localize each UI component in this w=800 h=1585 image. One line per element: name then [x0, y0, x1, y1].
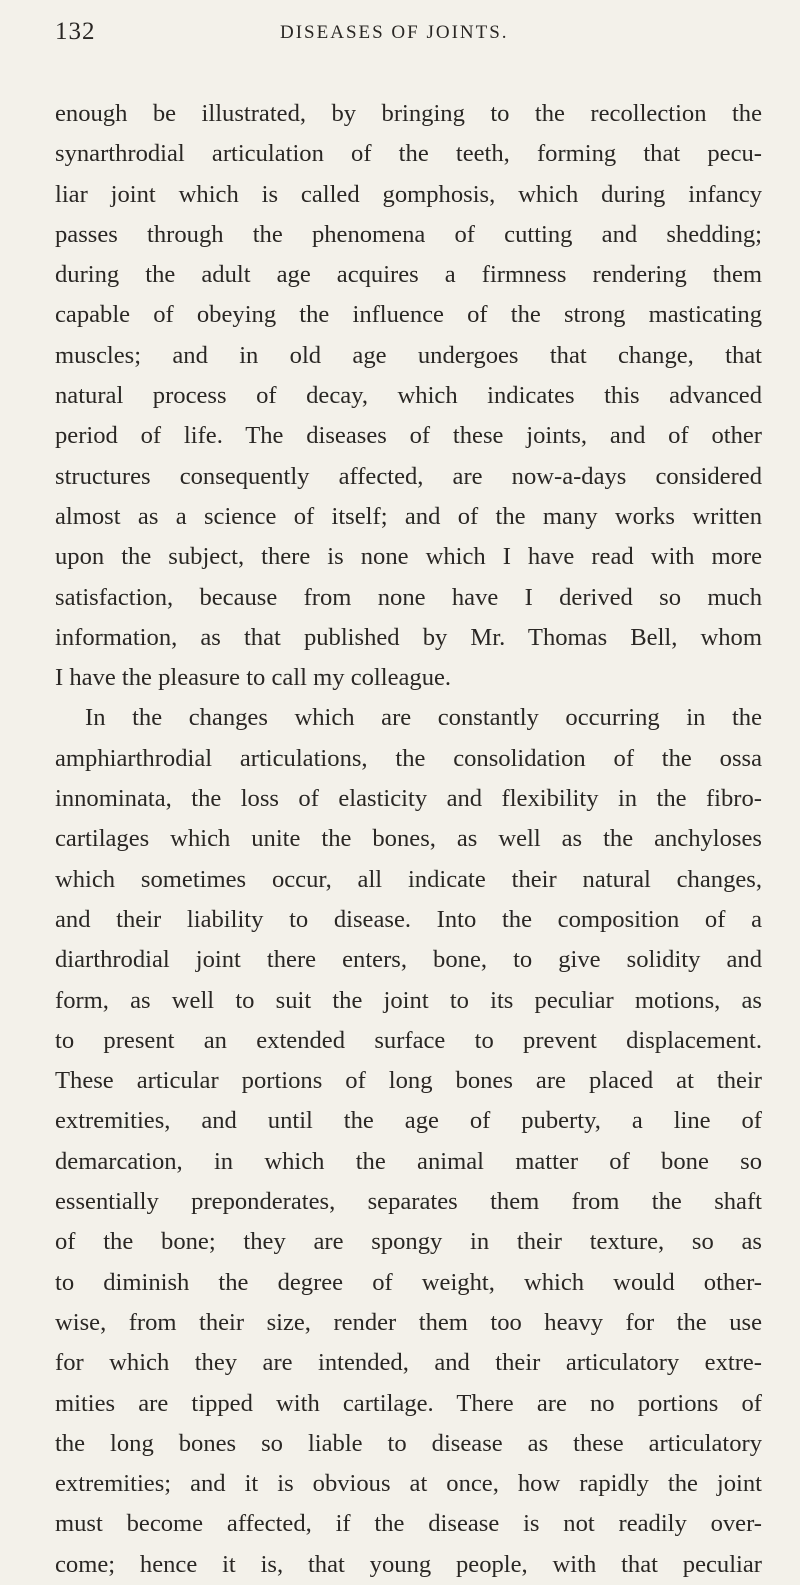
text-line: information, as that published by Mr. Thomas Bell, whom — [55, 623, 762, 651]
text-line: structures consequently affected, are now-a-days considered — [55, 462, 762, 490]
text-line: to diminish the degree of weight, which would other- — [55, 1268, 762, 1296]
text-line: during the adult age acquires a firmness rendering them — [55, 261, 762, 289]
text-line: almost as a science of itself; and of the many works written — [55, 502, 762, 530]
text-line: extremities, and until the age of puberty, a line of — [55, 1107, 762, 1135]
text-line: natural process of decay, which indicates this advanced — [55, 382, 762, 410]
text-line: synarthrodial articulation of the teeth, forming that pecu- — [55, 140, 762, 168]
paragraph-start-line: In the changes which are constantly occurring in the — [85, 704, 762, 732]
text-line: passes through the phenomena of cutting and shedding; — [55, 220, 762, 248]
text-line: amphiarthrodial articulations, the consolidation of the ossa — [55, 744, 762, 772]
text-line: for which they are intended, and their articulatory extre- — [55, 1349, 762, 1377]
text-line: These articular portions of long bones are placed at their — [55, 1067, 762, 1095]
text-line: mities are tipped with cartilage. There are no portions of — [55, 1389, 762, 1417]
text-line: and their liability to disease. Into the composition of a — [55, 905, 762, 933]
text-line: form, as well to suit the joint to its peculiar motions, as — [55, 986, 762, 1014]
text-line: innominata, the loss of elasticity and flexibility in the fibro- — [55, 785, 762, 813]
text-line: to present an extended surface to prevent displacement. — [55, 1026, 762, 1054]
paragraph-end-line: I have the pleasure to call my colleague. — [55, 664, 452, 692]
text-line: liar joint which is called gomphosis, which during infancy — [55, 180, 762, 208]
text-line: capable of obeying the influence of the strong masticating — [55, 301, 762, 329]
running-title: DISEASES OF JOINTS. — [280, 22, 509, 43]
text-line: essentially preponderates, separates them from the shaft — [55, 1188, 762, 1216]
text-line: diarthrodial joint there enters, bone, to give solidity and — [55, 946, 762, 974]
text-line: must become affected, if the disease is not readily over- — [55, 1510, 762, 1538]
text-line: come; hence it is, that young people, with that peculiar — [55, 1550, 762, 1578]
text-line: of the bone; they are spongy in their texture, so as — [55, 1228, 762, 1256]
text-line: demarcation, in which the animal matter of bone so — [55, 1147, 762, 1175]
text-line: upon the subject, there is none which I have read with more — [55, 543, 762, 571]
running-head — [55, 16, 762, 60]
text-line: which sometimes occur, all indicate their natural changes, — [55, 865, 762, 893]
text-line: wise, from their size, render them too heavy for the use — [55, 1308, 762, 1336]
page-number: 132 — [55, 18, 96, 45]
text-line: extremities; and it is obvious at once, how rapidly the joint — [55, 1470, 762, 1498]
text-line: period of life. The diseases of these joints, and of other — [55, 422, 762, 450]
text-line: satisfaction, because from none have I derived so much — [55, 583, 762, 611]
text-line: muscles; and in old age undergoes that change, that — [55, 341, 762, 369]
text-line: the long bones so liable to disease as these articulatory — [55, 1429, 762, 1457]
text-line: cartilages which unite the bones, as well as the anchyloses — [55, 825, 762, 853]
body-text — [55, 94, 762, 1585]
text-line: enough be illustrated, by bringing to the recollection the — [55, 100, 762, 127]
